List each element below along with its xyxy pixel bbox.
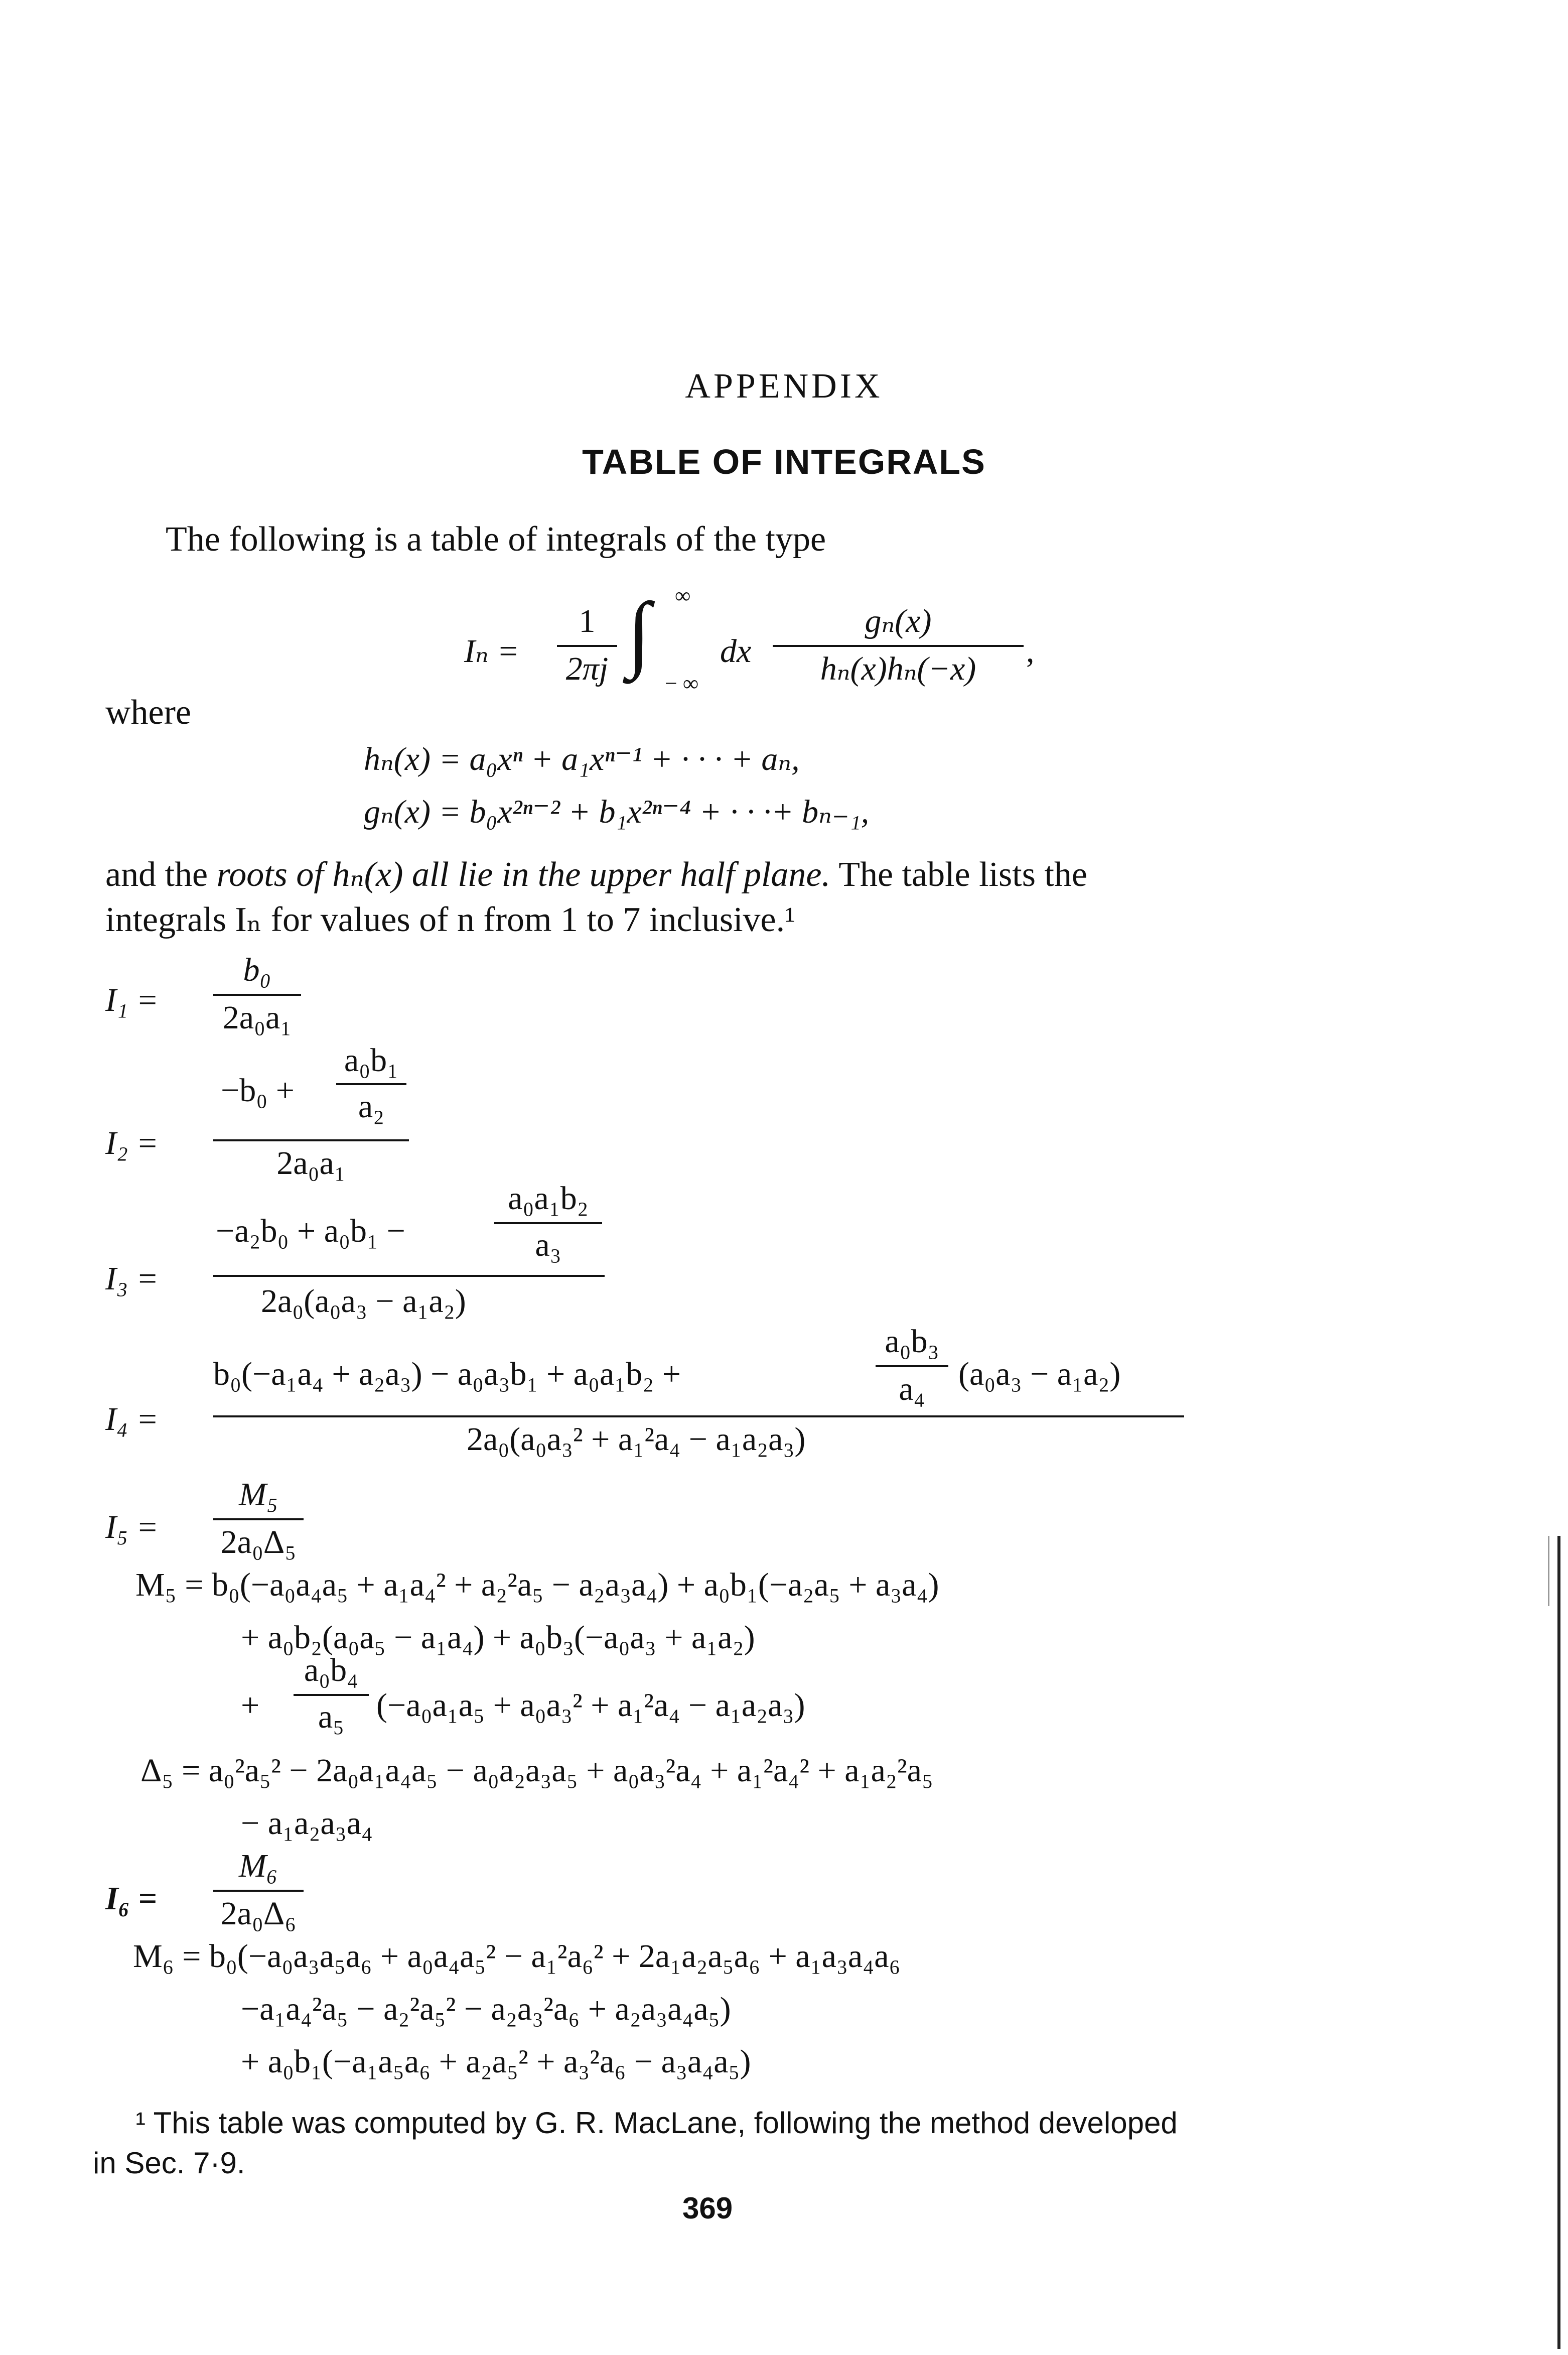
Delta5-line-2: − a₁a₂a₃a₄ bbox=[241, 1805, 373, 1842]
I5-numerator: M₅ bbox=[239, 1476, 278, 1513]
In-frac-den: 2πj bbox=[565, 650, 609, 687]
M5-line-1: M₅ = b₀(−a₀a₄a₅ + a₁a₄² + a₂²a₅ − a₂a₃a₄) + a₀b₁(−a₂a₅ + a₃a₄) bbox=[135, 1566, 939, 1603]
intro-paragraph-line: integrals Iₙ for values of n from 1 to 7 inclusive.¹ bbox=[105, 900, 796, 939]
fraction-bar bbox=[294, 1694, 369, 1696]
fraction-bar bbox=[557, 645, 617, 647]
I5-lhs: I₅ = bbox=[105, 1509, 159, 1545]
I1-numerator: b₀ bbox=[243, 952, 271, 988]
I4-inner-denominator: a₄ bbox=[899, 1371, 925, 1407]
fraction-bar bbox=[213, 1518, 304, 1520]
I3-numerator-part: −a₂b₀ + a₀b₁ − bbox=[216, 1213, 405, 1249]
M5-line-2: + a₀b₂(a₀a₅ − a₁a₄) + a₀b₃(−a₀a₃ + a₁a₂) bbox=[241, 1619, 755, 1656]
In-comma: , bbox=[1026, 633, 1035, 670]
intro-line: The following is a table of integrals of the type bbox=[166, 520, 826, 559]
I4-numerator-part: b₀(−a₁a₄ + a₂a₃) − a₀a₃b₁ + a₀a₁b₂ + bbox=[213, 1356, 681, 1392]
I2-numerator-part: −b₀ + bbox=[221, 1072, 295, 1109]
fraction-bar bbox=[213, 1890, 304, 1892]
M5-line-3-plus: + bbox=[241, 1687, 260, 1724]
scan-edge-line bbox=[1557, 1536, 1560, 2349]
I3-denominator: 2a₀(a₀a₃ − a₁a₂) bbox=[261, 1283, 466, 1320]
I3-inner-denominator: a₃ bbox=[535, 1227, 561, 1263]
In-dx: dx bbox=[720, 633, 752, 670]
intro-paragraph-line bbox=[105, 853, 1087, 895]
I6-lhs: I₆ = bbox=[105, 1880, 157, 1917]
M6-line-2: −a₁a₄²a₅ − a₂²a₅² − a₂a₃²a₆ + a₂a₃a₄a₅) bbox=[241, 1991, 731, 2027]
fraction-bar bbox=[213, 994, 301, 996]
I1-lhs: I₁ = bbox=[105, 982, 159, 1018]
page-number: 369 bbox=[682, 2191, 733, 2225]
integral-sign-icon: ∫ bbox=[627, 585, 651, 680]
table-title: TABLE OF INTEGRALS bbox=[582, 442, 986, 481]
I3-lhs: I₃ = bbox=[105, 1260, 159, 1297]
footnote-line: ¹ This table was computed by G. R. MacLane, following the method developed bbox=[135, 2106, 1178, 2140]
g-definition: gₙ(x) = b₀x²ⁿ⁻² + b₁x²ⁿ⁻⁴ + · · ·+ bₙ₋₁, bbox=[364, 794, 870, 830]
I4-numerator-tail: (a₀a₃ − a₁a₂) bbox=[958, 1356, 1121, 1392]
I4-lhs: I₄ = bbox=[105, 1401, 159, 1437]
footnote-line: in Sec. 7·9. bbox=[93, 2146, 245, 2180]
I2-inner-numerator: a₀b₁ bbox=[344, 1042, 399, 1079]
In-lhs: Iₙ = bbox=[464, 633, 519, 670]
In-frac-num: 1 bbox=[579, 603, 596, 639]
I2-denominator: 2a₀a₁ bbox=[276, 1145, 346, 1182]
M5-inner-denominator: a₅ bbox=[318, 1698, 345, 1735]
I3-inner-numerator: a₀a₁b₂ bbox=[508, 1180, 589, 1217]
M6-line-3: + a₀b₁(−a₁a₅a₆ + a₂a₅² + a₃²a₆ − a₃a₄a₅) bbox=[241, 2043, 751, 2080]
intro-text: The table lists the bbox=[838, 855, 1087, 894]
intro-text: and the bbox=[105, 855, 208, 894]
scan-edge-mark bbox=[1548, 1536, 1549, 1606]
intro-italic-text: roots of hₙ(x) all lie in the upper half plane. bbox=[216, 855, 830, 894]
I1-denominator: 2a₀a₁ bbox=[222, 999, 292, 1036]
fraction-bar bbox=[213, 1275, 605, 1277]
fraction-bar bbox=[876, 1365, 948, 1367]
fraction-bar bbox=[213, 1415, 1184, 1417]
where-label: where bbox=[105, 693, 192, 732]
In-lower-limit: − ∞ bbox=[665, 671, 699, 696]
Delta5-line-1: Δ₅ = a₀²a₅² − 2a₀a₁a₄a₅ − a₀a₂a₃a₅ + a₀a₃²a₄ + a₁²a₄² + a₁a₂²a₅ bbox=[140, 1752, 933, 1789]
In-denominator: hₙ(x)hₙ(−x) bbox=[820, 650, 976, 687]
In-numerator: gₙ(x) bbox=[865, 603, 932, 639]
I2-lhs: I₂ = bbox=[105, 1125, 159, 1161]
fraction-bar bbox=[494, 1222, 602, 1224]
I6-denominator: 2a₀Δ₆ bbox=[220, 1895, 297, 1932]
M5-inner-numerator: a₀b₄ bbox=[304, 1652, 359, 1688]
fraction-bar bbox=[773, 645, 1024, 647]
I6-numerator: M₆ bbox=[239, 1848, 278, 1884]
M5-line-3: (−a₀a₁a₅ + a₀a₃² + a₁²a₄ − a₁a₂a₃) bbox=[376, 1687, 805, 1724]
I2-inner-denominator: a₂ bbox=[358, 1088, 385, 1125]
h-definition: hₙ(x) = a₀xⁿ + a₁xⁿ⁻¹ + · · · + aₙ, bbox=[364, 741, 800, 777]
appendix-heading: APPENDIX bbox=[685, 367, 883, 406]
M6-line-1: M₆ = b₀(−a₀a₃a₅a₆ + a₀a₄a₅² − a₁²a₆² + 2a₁a₂a₅a₆ + a₁a₃a₄a₆ bbox=[133, 1938, 901, 1975]
fraction-bar bbox=[213, 1139, 409, 1141]
In-upper-limit: ∞ bbox=[675, 583, 691, 608]
fraction-bar bbox=[336, 1083, 406, 1085]
I4-denominator: 2a₀(a₀a₃² + a₁²a₄ − a₁a₂a₃) bbox=[467, 1421, 806, 1458]
I4-inner-numerator: a₀b₃ bbox=[885, 1323, 939, 1360]
I5-denominator: 2a₀Δ₅ bbox=[220, 1524, 297, 1560]
